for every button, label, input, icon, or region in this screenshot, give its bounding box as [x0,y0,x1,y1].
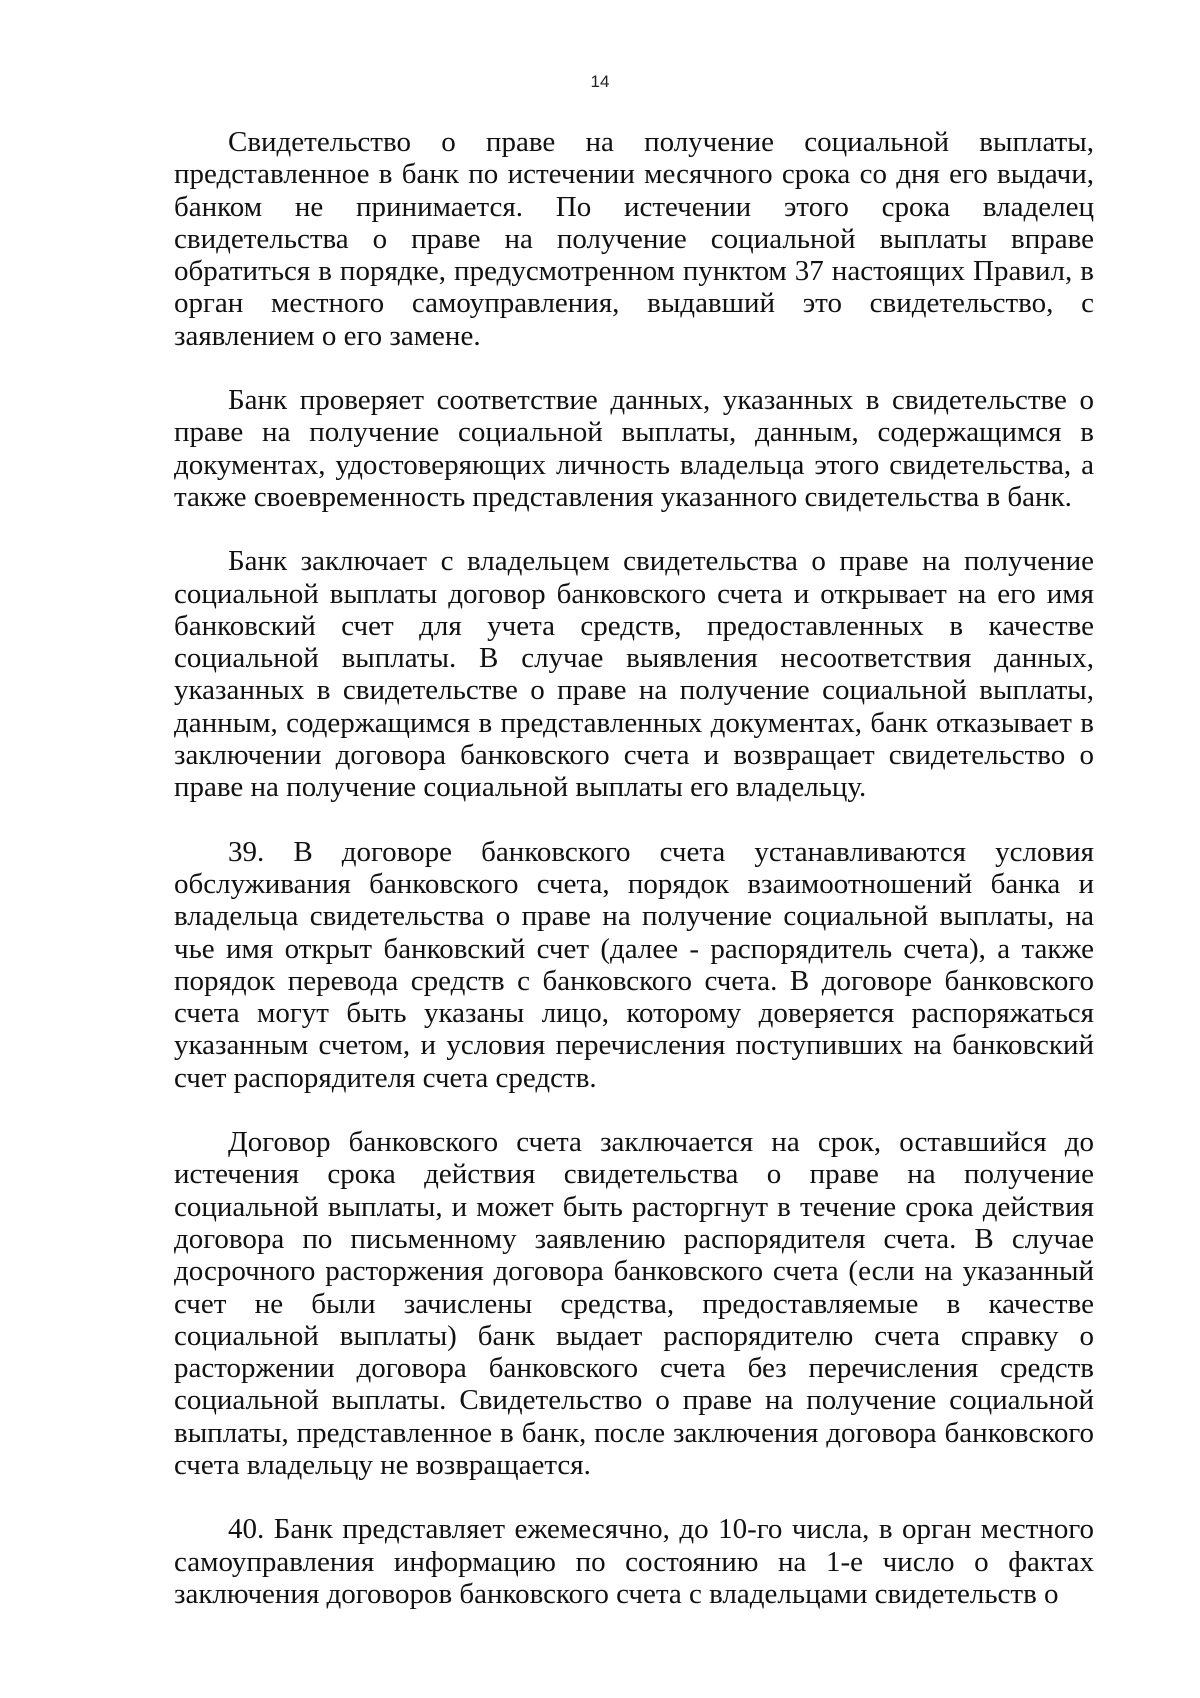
paragraph-account-opening: Банк заключает с владельцем свидетельства о праве на получение социальной выплаты договор банковского счета и открывает на его имя банковский счет для учета средств, предоставленных в качестве социальной выплаты. В случае выявления несоответствия данных, указанных в свидетельстве о праве на получение социальной выплаты, данным, содержащимся в представленных документах, банк отказывает в заключении договора банковского счета и возвращает свидетельство о праве на получение социальной выплаты его владельцу. [174,545,1094,804]
paragraph-bank-verification: Банк проверяет соответствие данных, указанных в свидетельстве о праве на получение социальной выплаты, данным, содержащимся в документах, удостоверяющих личность владельца этого свидетельства, а также своевременность представления указанного свидетельства в банк. [174,384,1094,513]
page-number: 14 [590,72,610,91]
paragraph-certificate-expiry: Свидетельство о праве на получение социальной выплаты, представленное в банк по истечении месячного срока со дня его выдачи, банком не принимается. По истечении этого срока владелец свидетельства о праве на получение социальной выплаты вправе обратиться в порядке, предусмотренном пунктом 37 настоящих Правил, в орган местного самоуправления, выдавший это свидетельство, с заявлением о его замене. [174,126,1094,352]
document-body [174,126,1094,1642]
paragraph-contract-term: Договор банковского счета заключается на срок, оставшийся до истечения срока действия свидетельства о праве на получение социальной выплаты, и может быть расторгнут в течение срока действия договора по письменному заявлению распорядителя счета. В случае досрочного расторжения договора банковского счета (если на указанный счет не были зачислены средства, предоставляемые в качестве социальной выплаты) банк выдает распорядителю счета справку о расторжении договора банковского счета без перечисления средств социальной выплаты. Свидетельство о праве на получение социальной выплаты, представленное в банк, после заключения договора банковского счета владельцу не возвращается. [174,1126,1094,1481]
paragraph-clause-40: 40. Банк представляет ежемесячно, до 10-го числа, в орган местного самоуправления информацию по состоянию на 1-е число о фактах заключения договоров банковского счета с владельцами свидетельств о [174,1513,1094,1610]
paragraph-clause-39: 39. В договоре банковского счета устанавливаются условия обслуживания банковского счета, порядок взаимоотношений банка и владельца свидетельства о праве на получение социальной выплаты, на чье имя открыт банковский счет (далее - распорядитель счета), а также порядок перевода средств с банковского счета. В договоре банковского счета могут быть указаны лицо, которому доверяется распоряжаться указанным счетом, и условия перечисления поступивших на банковский счет распорядителя счета средств. [174,835,1094,1094]
